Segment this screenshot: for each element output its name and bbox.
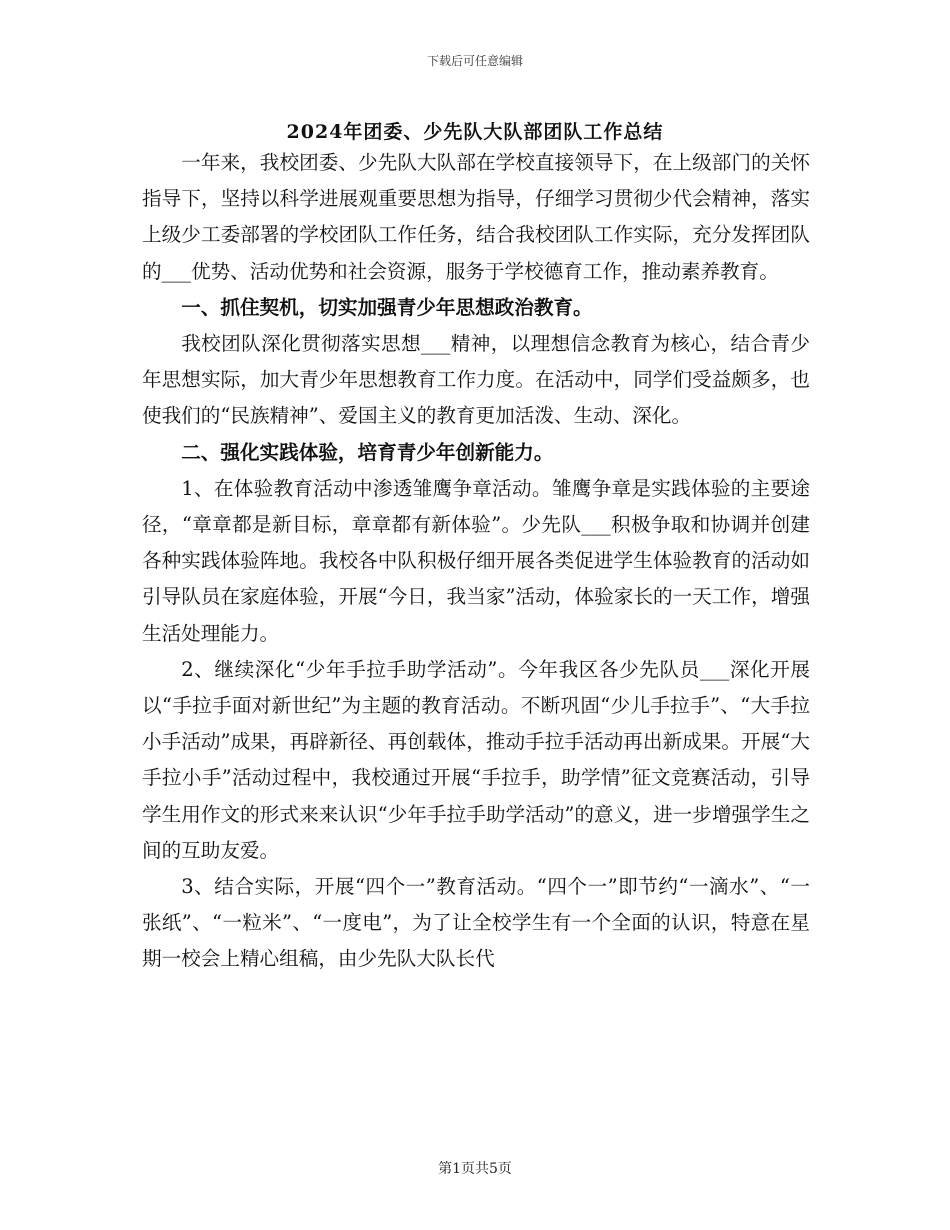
intro-paragraph: 一年来，我校团委、少先队大队部在学校直接领导下，在上级部门的关怀指导下，坚持以科学进展观重要思想为指导，仔细学习贯彻少代会精神，落实上级少工委部署的学校团队工作任务，结合我校团队工作实际，充分发挥团队的___优势、活动优势和社会资源，服务于学校德育工作，推动素养教育。 bbox=[142, 151, 810, 283]
page-number-footer: 第1页共5页 bbox=[438, 1161, 512, 1177]
body-paragraph: 3、结合实际，开展“四个一”教育活动。“四个一”即节约“一滴水”、“一张纸”、“一粒米”、“一度电”，为了让全校学生有一个全面的认识，特意在星期一校会上精心组稿，由少先队大队长代 bbox=[142, 875, 810, 971]
section-heading-2: 二、强化实践体验，培育青少年创新能力。 bbox=[181, 440, 554, 464]
header-note: 下载后可任意编辑 bbox=[426, 54, 523, 68]
body-paragraph: 2、继续深化“少年手拉手助学活动”。今年我区各少先队员___深化开展以“手拉手面对新世纪”为主题的教育活动。不断巩固“少儿手拉手”、“大手拉小手活动”成果，再辟新径、再创载体，推动手拉手活动再出新成果。开展“大手拉小手”活动过程中，我校通过开展“手拉手，助学情”征文竞赛活动，引导学生用作文的形式来来认识“少年手拉手助学活动”的意义，进一步增强学生之间的互助友爱。 bbox=[142, 657, 810, 862]
body-paragraph: 1、在体验教育活动中渗透雏鹰争章活动。雏鹰争章是实践体验的主要途径，“章章都是新目标，章章都有新体验”。少先队___积极争取和协调并创建各种实践体验阵地。我校各中队积极仔细开展各类促进学生体验教育的活动如引导队员在家庭体验，开展“今日，我当家”活动，体验家长的一天工作，增强生活处理能力。 bbox=[142, 476, 810, 645]
section-heading-1: 一、抓住契机，切实加强青少年思想政治教育。 bbox=[181, 295, 593, 319]
document-title: 2024年团委、少先队大队部团队工作总结 bbox=[286, 121, 664, 143]
document-body bbox=[142, 145, 810, 978]
body-paragraph: 我校团队深化贯彻落实思想___精神，以理想信念教育为核心，结合青少年思想实际，加大青少年思想教育工作力度。在活动中，同学们受益颇多，也使我们的“民族精神”、爱国主义的教育更加活泼、生动、深化。 bbox=[142, 332, 810, 428]
